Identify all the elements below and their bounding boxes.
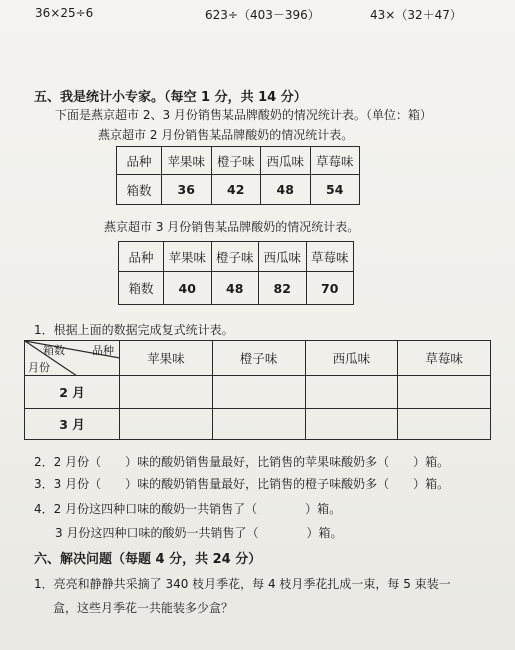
compound-row-label: 3 月	[25, 409, 120, 440]
compound-blank-cell[interactable]	[305, 409, 398, 440]
question-3: 3．3 月份（ ）味的酸奶销售量最好，比销售的橙子味酸奶多（ ）箱。	[34, 477, 450, 491]
table-feb-flavor: 草莓味	[310, 147, 360, 175]
table-feb-title: 燕京超市 2 月份销售某品牌酸奶的情况统计表。	[98, 128, 354, 142]
table-feb-flavor: 苹果味	[162, 147, 212, 175]
compound-blank-cell[interactable]	[120, 409, 213, 440]
compound-flavor-header: 苹果味	[120, 341, 213, 376]
table-mar-value: 40	[164, 272, 212, 305]
expression-3: 43×（32＋47）	[370, 8, 462, 22]
table-mar-kind-label: 品种	[119, 242, 164, 272]
compound-row-label: 2 月	[25, 376, 120, 409]
table-mar-count-label: 箱数	[119, 272, 164, 305]
section5-heading: 五、我是统计小专家。（每空 1 分，共 14 分）	[34, 90, 307, 105]
section6-heading: 六、解决问题（每题 4 分，共 24 分）	[34, 552, 262, 567]
compound-table	[24, 340, 491, 440]
corner-kind-label: 品种	[92, 344, 114, 357]
question-1: 1．根据上面的数据完成复式统计表。	[34, 323, 234, 337]
table-mar-flavor: 西瓜味	[259, 242, 307, 272]
compound-flavor-header: 西瓜味	[305, 341, 398, 376]
compound-flavor-header: 草莓味	[398, 341, 491, 376]
compound-blank-cell[interactable]	[305, 376, 398, 409]
table-feb	[116, 146, 360, 205]
corner-count-label: 箱数	[43, 344, 65, 357]
expression-2: 623÷（403－396）	[205, 8, 320, 22]
problem-1-line2: 盒，这些月季花一共能装多少盒？	[53, 601, 234, 615]
compound-blank-cell[interactable]	[398, 409, 491, 440]
compound-corner-cell	[25, 341, 120, 376]
section5-intro: 下面是燕京超市 2、3 月份销售某品牌酸奶的情况统计表。（单位：箱）	[55, 108, 432, 122]
corner-month-label: 月份	[28, 361, 50, 374]
question-4b: 3 月份这四种口味的酸奶一共销售了（ ）箱。	[55, 526, 343, 540]
compound-blank-cell[interactable]	[120, 376, 213, 409]
table-feb-value: 36	[162, 175, 212, 205]
question-2: 2．2 月份（ ）味的酸奶销售量最好，比销售的苹果味酸奶多（ ）箱。	[34, 455, 450, 469]
table-feb-value: 54	[310, 175, 360, 205]
compound-blank-cell[interactable]	[212, 376, 305, 409]
table-feb-kind-label: 品种	[117, 147, 162, 175]
table-mar-flavor: 草莓味	[306, 242, 354, 272]
table-feb-flavor: 橙子味	[211, 147, 261, 175]
expression-1: 36×25÷6	[35, 6, 94, 20]
table-mar	[118, 241, 354, 305]
table-mar-value: 82	[259, 272, 307, 305]
compound-blank-cell[interactable]	[212, 409, 305, 440]
table-mar-flavor: 橙子味	[211, 242, 259, 272]
question-4a: 4．2 月份这四种口味的酸奶一共销售了（ ）箱。	[34, 502, 342, 516]
problem-1-line1: 1．亮亮和静静共采摘了 340 枝月季花，每 4 枝月季花扎成一束，每 5 束装一	[34, 577, 451, 591]
compound-flavor-header: 橙子味	[212, 341, 305, 376]
table-feb-value: 48	[261, 175, 311, 205]
table-mar-value: 48	[211, 272, 259, 305]
table-feb-flavor: 西瓜味	[261, 147, 311, 175]
table-feb-value: 42	[211, 175, 261, 205]
compound-blank-cell[interactable]	[398, 376, 491, 409]
table-mar-flavor: 苹果味	[164, 242, 212, 272]
table-mar-title: 燕京超市 3 月份销售某品牌酸奶的情况统计表。	[104, 220, 360, 234]
table-mar-value: 70	[306, 272, 354, 305]
table-feb-count-label: 箱数	[117, 175, 162, 205]
